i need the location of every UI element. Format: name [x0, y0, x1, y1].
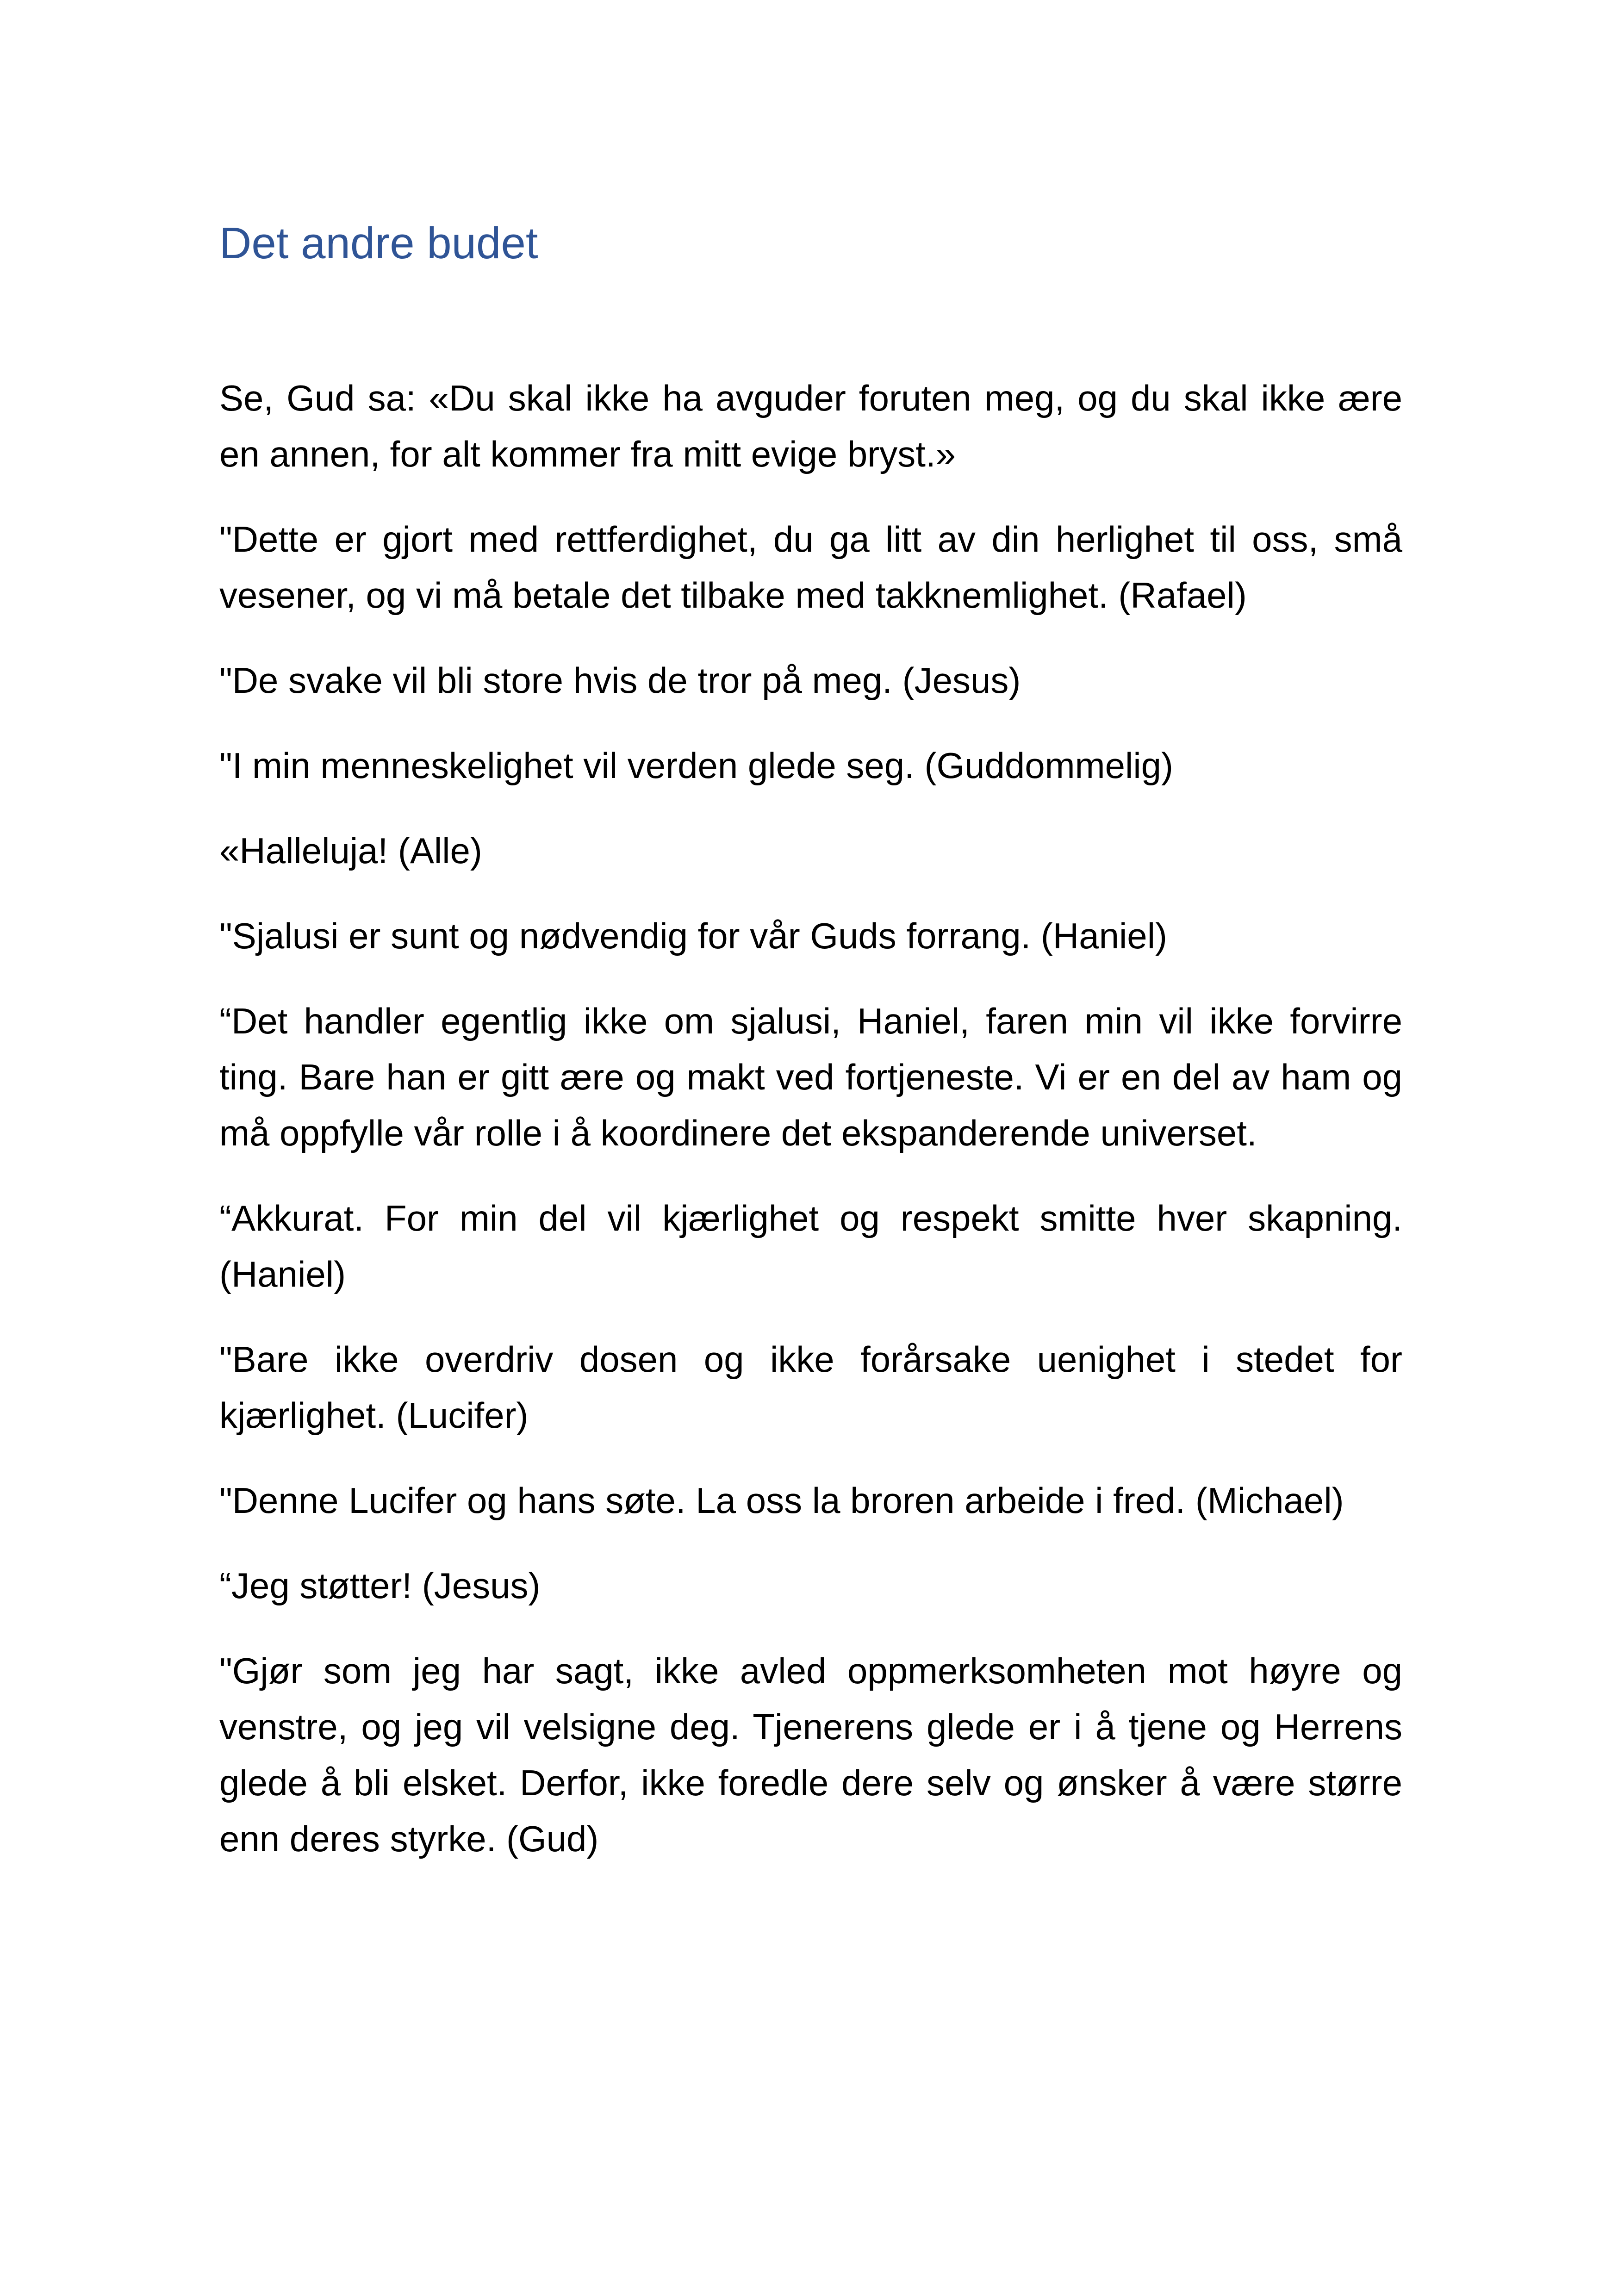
document-title: Det andre budet [219, 218, 538, 268]
paragraph: “Jeg støtter! (Jesus) [219, 1565, 541, 1606]
paragraph: “Det handler egentlig ikke om sjalusi, Haniel, faren min vil ikke forvirre ting. Bare han er gitt ære og makt ved fortjeneste. Vi er en del av ham og må oppfylle vår rolle i å koordinere det ekspanderende universet. [219, 1001, 1402, 1153]
paragraph: “Akkurat. For min del vil kjærlighet og respekt smitte hver skapning. (Haniel) [219, 1198, 1402, 1294]
document-body [219, 370, 1402, 1896]
paragraph: "Bare ikke overdriv dosen og ikke forårsake uenighet i stedet for kjærlighet. (Lucifer) [219, 1339, 1402, 1436]
paragraph: "Sjalusi er sunt og nødvendig for vår Guds forrang. (Haniel) [219, 915, 1167, 956]
paragraph: "I min menneskelighet vil verden glede seg. (Guddommelig) [219, 745, 1174, 786]
paragraph: "Dette er gjort med rettferdighet, du ga litt av din herlighet til oss, små vesener, og vi må betale det tilbake med takknemlighet. (Rafael) [219, 519, 1402, 616]
paragraph: "Denne Lucifer og hans søte. La oss la broren arbeide i fred. (Michael) [219, 1480, 1344, 1521]
paragraph: "Gjør som jeg har sagt, ikke avled oppmerksomheten mot høyre og venstre, og jeg vil velsigne deg. Tjenerens glede er i å tjene og Herrens glede å bli elsket. Derfor, ikke foredle dere selv og ønsker å være større enn deres styrke. (Gud) [219, 1650, 1402, 1859]
paragraph: "De svake vil bli store hvis de tror på meg. (Jesus) [219, 660, 1021, 701]
paragraph: «Halleluja! (Alle) [219, 830, 482, 871]
paragraph: Se, Gud sa: «Du skal ikke ha avguder foruten meg, og du skal ikke ære en annen, for alt kommer fra mitt evige bryst.» [219, 378, 1402, 474]
